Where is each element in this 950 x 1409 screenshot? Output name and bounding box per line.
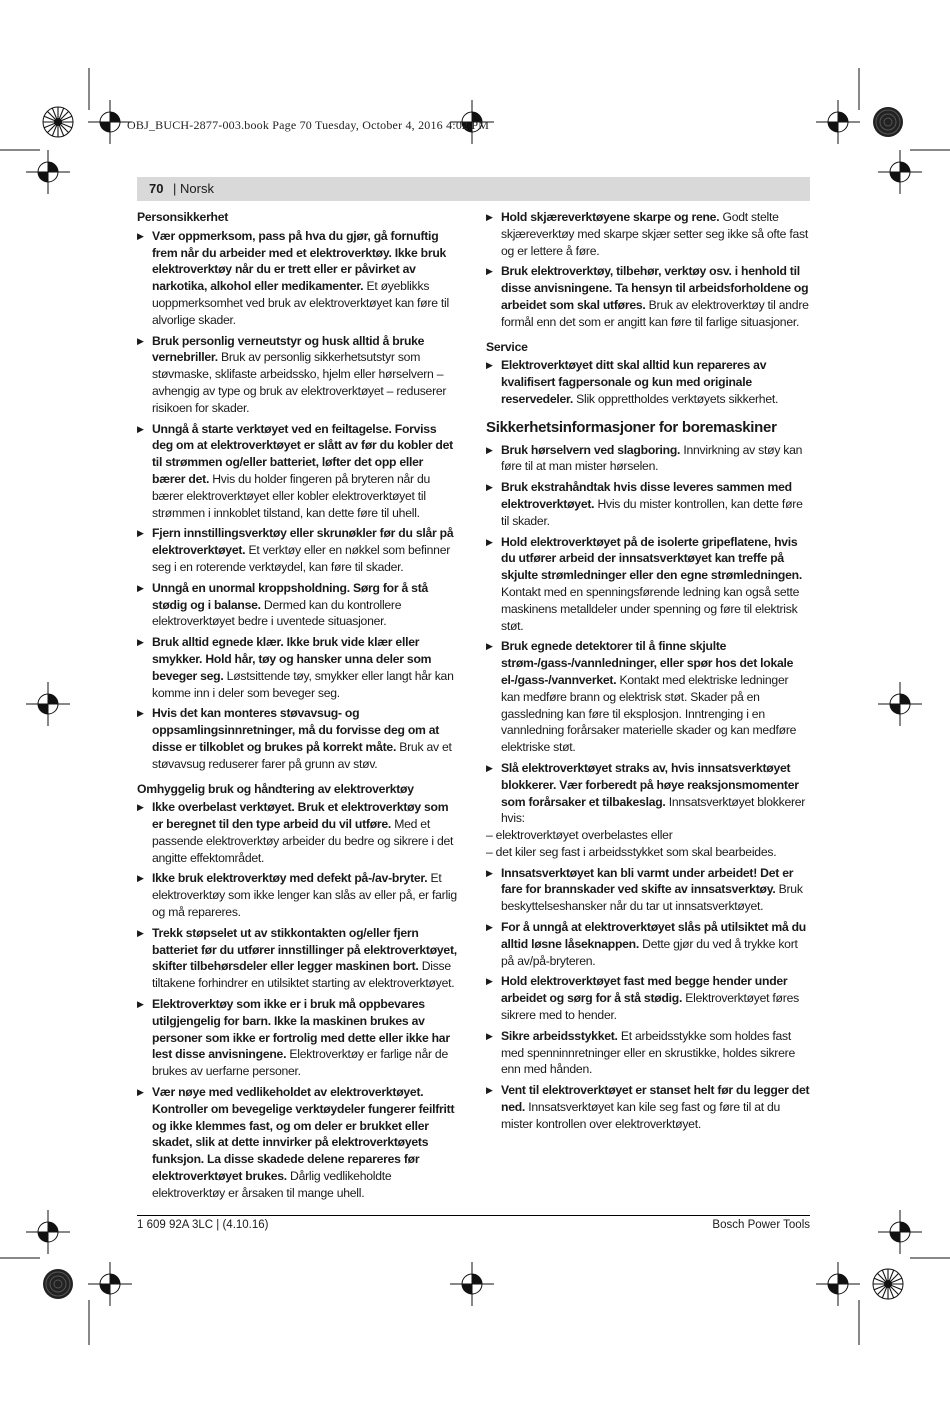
safety-item [137, 580, 459, 630]
safety-item [486, 479, 810, 529]
item-bold-text: Sikre arbeidsstykket. [501, 1028, 618, 1043]
item-bold-text: Bruk personlig verneutstyr og husk alltid å bruke vernebriller. [152, 333, 425, 365]
item-text: Disse tiltakene forhindrer en utilsiktet starting av elektroverktøyet. [152, 959, 455, 991]
item-bold-text: Innsatsverktøyet kan bli varmt under arbeidet! Det er fare for brannskader ved skifte av innsatsverktøy. [501, 865, 794, 897]
item-bold-text: Hold elektroverktøyet fast med begge hender under arbeidet og sørg for å stå stødig. [501, 974, 788, 1006]
safety-item [486, 209, 810, 259]
safety-item [137, 634, 459, 701]
bullet-triangle-icon: ▶ [137, 335, 144, 346]
bullet-triangle-icon: ▶ [137, 802, 144, 813]
bullet-triangle-icon: ▶ [486, 762, 493, 773]
page-separator: | [173, 181, 177, 196]
bullet-triangle-icon: ▶ [486, 867, 493, 878]
item-text: Bruk av et støvavsug reduserer farer på grunn av støv. [152, 739, 452, 771]
item-bold-text: Unngå en unormal kroppsholdning. Sørg for å stå stødig og i balanse. [152, 580, 429, 612]
item-bold-text: Bruk egnede detektorer til å finne skjulte strøm-/gass-/vannledninger, eller spør hos det lokale el-/gass-/vannverket. [501, 639, 794, 687]
bullet-triangle-icon: ▶ [486, 536, 493, 547]
safety-item [486, 1082, 810, 1132]
bullet-triangle-icon: ▶ [137, 927, 144, 938]
item-text: Med et passende elektroverktøy arbeider du bedre og sikrere i det angitte effektområdet. [152, 817, 454, 865]
bullet-triangle-icon: ▶ [137, 873, 144, 884]
safety-item [486, 263, 810, 330]
safety-item [137, 705, 459, 772]
safety-item [486, 534, 810, 635]
bullet-triangle-icon: ▶ [137, 1087, 144, 1098]
safety-item [137, 996, 459, 1080]
left-column [137, 209, 459, 1206]
bullet-triangle-icon: ▶ [486, 266, 493, 277]
item-text: Innsatsverktøyet kan kile seg fast og føre til at du mister kontrollen over elektroverktøyet. [501, 1100, 781, 1131]
item-bold-text: Hold skjæreverktøyene skarpe og rene. [501, 210, 720, 224]
safety-item [137, 1084, 459, 1202]
item-text: Kontakt med elektriske ledninger kan medføre brann og elektrisk støt. Skader på en gassledning kan føre til eksplosjon. Inntrenging i en vannledning forårsaker materielle skader og kan medføre elektriske støt. [501, 672, 797, 755]
safety-item [486, 760, 810, 861]
safety-item [137, 421, 459, 522]
bullet-triangle-icon: ▶ [137, 999, 144, 1010]
item-text: Løstsittende tøy, smykker eller langt hår kan komme inn i deler som beveger seg. [152, 668, 454, 700]
bullet-triangle-icon: ▶ [137, 582, 144, 593]
item-bold-text: Elektroverktøyet ditt skal alltid kun repareres av kvalifisert fagpersonale og kun med originale reservedeler. [501, 358, 767, 406]
right-column [486, 209, 810, 1137]
page-header-band [137, 177, 810, 201]
section-heading-service: Service [486, 339, 528, 354]
item-text: Kontakt med en spenningsførende ledning kan også sette maskinens metalldeler under spenning og føre til elektrisk støt. [501, 584, 800, 633]
item-text: Elektroverktøyet føres sikrere med to hender. [501, 991, 799, 1023]
dash-item: – det kiler seg fast i arbeidsstykket som skal bearbeides. [486, 844, 777, 859]
item-bold-text: Hold elektroverktøyet på de isolerte gripeflatene, hvis du utfører arbeid der innsatsverktøyet kan treffe på skjulte strømledninger eller den egne strømledningen. [501, 534, 802, 583]
item-text: Hvis du holder fingeren på bryteren når du bærer elektroverktøyet eller kobler elektroverktøyet til strømmen i innkoblet tilstand, kan dette føre til uhell. [152, 471, 431, 520]
bullet-triangle-icon: ▶ [486, 212, 493, 222]
item-text: Bruk beskyttelseshansker når du tar ut innsatsverktøyet. [501, 882, 803, 914]
item-bold-text: Bruk alltid egnede klær. Ikke bruk vide klær eller smykker. Hold hår, tøy og hansker unna deler som beveger seg. [152, 635, 432, 683]
item-bold-text: Vent til elektroverktøyet er stanset helt før du legger det ned. [501, 1083, 810, 1115]
item-bold-text: For å unngå at elektroverktøyet slås på utilsiktet må du alltid løsne låseknappen. [501, 920, 806, 951]
item-bold-text: Ikke bruk elektroverktøy med defekt på-/av-bryter. [152, 871, 428, 886]
section-heading-careful-use: Omhyggelig bruk og håndtering av elektroverktøy [137, 781, 414, 796]
safety-item [486, 442, 810, 476]
bullet-triangle-icon: ▶ [486, 922, 493, 933]
item-bold-text: Bruk elektroverktøy, tilbehør, verktøy osv. i henhold til disse anvisningene. Ta hensyn til arbeidsforholdene og arbeidet som skal utføres. [501, 264, 809, 312]
bullet-triangle-icon: ▶ [137, 637, 144, 648]
book-header-line: OBJ_BUCH-2877-003.book Page 70 Tuesday, October 4, 2016 4:02 PM [127, 118, 490, 132]
item-text: Bruk av personlig sikkerhetsutstyr som støvmaske, sklifaste arbeidssko, hjelm eller hørselvern – avhengig av type og bruk av elektroverktøyet – reduserer risikoen for skader. [152, 350, 447, 415]
item-bold-text: Ikke overbelast verktøyet. Bruk et elektroverktøy som er beregnet til den type arbeid du vil utføre. [152, 800, 449, 832]
item-bold-text: Bruk hørselvern ved slagboring. [501, 442, 681, 457]
section-heading-personal-safety: Personsikkerhet [137, 210, 229, 224]
item-bold-text: Trekk støpselet ut av stikkontakten og/eller fjern batteriet før du utfører innstillinger på elektroverktøyet, skifter tilbehørsdeler eller legger maskinen bort. [152, 925, 457, 974]
item-text: Dårlig vedlikeholdte elektroverktøy er årsaken til mange uhell. [152, 1169, 392, 1200]
item-text: Innsatsverktøyet blokkerer hvis: [501, 794, 806, 826]
item-text: Bruk av elektroverktøy til andre formål enn det som er angitt kan føre til farlige situasjoner. [501, 297, 809, 329]
safety-item [137, 870, 459, 920]
dash-item: – elektroverktøyet overbelastes eller [486, 828, 673, 843]
item-bold-text: Hvis det kan monteres støvavsug- og oppsamlingsinnretninger, må du forvisse deg om at disse er tilkoblet og brukes på korrekt måte. [152, 706, 440, 754]
safety-item [486, 919, 810, 969]
item-text: Et arbeidsstykke som holdes fast med spenninnretninger eller en skrustikke, holdes sikrere enn med hånden. [501, 1028, 795, 1077]
safety-item [137, 228, 459, 329]
footer-divider [137, 1215, 810, 1216]
item-text: Et øyeblikks uoppmerksomhet ved bruk av elektroverktøyet kan føre til alvorlige skader. [152, 279, 449, 327]
item-bold-text: Slå elektroverktøyet straks av, hvis innsatsverktøyet blokkerer. Vær forberedt på høye reaksjonsmomenter som forårsaker et tilbakeslag. [501, 760, 799, 809]
item-bold-text: Vær oppmerksom, pass på hva du gjør, gå fornuftig frem når du arbeider med et elektroverktøy. Ikke bruk elektroverktøy når du er trett eller er påvirket av narkotika, alkohol eller medikamenter. [152, 228, 447, 294]
item-bold-text: Unngå å starte verktøyet ved en feiltagelse. Forviss deg om at elektroverktøyet er slått av før du kobler det til strømmen og/eller batteriet, løfter det opp eller bærer det. [152, 421, 453, 486]
footer-doc-code: 1 609 92A 3LC | (4.10.16) [137, 1219, 269, 1231]
bullet-triangle-icon: ▶ [486, 360, 493, 371]
safety-item [486, 865, 810, 915]
bullet-triangle-icon: ▶ [486, 1085, 493, 1096]
language-label [173, 181, 214, 196]
bullet-triangle-icon: ▶ [486, 482, 493, 493]
language-name: Norsk [180, 181, 214, 196]
item-text: Dette gjør du ved å trykke kort på av/på-bryteren. [501, 936, 798, 968]
bullet-triangle-icon: ▶ [486, 641, 493, 652]
safety-item [486, 973, 810, 1023]
item-text: Dermed kan du kontrollere elektroverktøyet bedre i uventede situasjoner. [152, 597, 402, 629]
item-bold-text: Fjern innstillingsverktøy eller skrunøkler før du slår på elektroverktøyet. [152, 526, 454, 558]
bullet-triangle-icon: ▶ [137, 423, 144, 434]
item-text: Elektroverktøy er farlige når de brukes av uerfarne personer. [152, 1047, 448, 1079]
item-text: Slik opprettholdes verktøyets sikkerhet. [572, 391, 779, 406]
bullet-triangle-icon: ▶ [486, 1030, 493, 1041]
safety-item [137, 333, 459, 417]
safety-item [137, 525, 459, 575]
safety-item [486, 357, 810, 407]
bullet-triangle-icon: ▶ [486, 444, 493, 455]
section-title-drills: Sikkerhetsinformasjoner for boremaskiner [486, 418, 777, 436]
item-bold-text: Vær nøye med vedlikeholdet av elektroverktøyet. Kontroller om bevegelige verktøydeler fungerer feilfritt og ikke klemmes fast, og om deler er brukket eller skadet, slik at dette innvirker på elektroverktøyets funksjon. La disse skadede delene repareres før elektroverktøyet brukes. [152, 1085, 455, 1184]
item-text: Innvirkning av støy kan føre til at man mister hørselen. [501, 442, 803, 474]
footer-brand: Bosch Power Tools [712, 1219, 810, 1231]
item-bold-text: Elektroverktøy som ikke er i bruk må oppbevares utilgjengelig for barn. Ikke la maskinen brukes av personer som ikke er fortrolig med dette eller ikke har lest disse anvisningene. [152, 997, 450, 1062]
bullet-triangle-icon: ▶ [486, 976, 493, 987]
item-text: Et elektroverktøy som ikke lenger kan slås av eller på, er farlig og må repareres. [152, 871, 457, 920]
safety-item [137, 799, 459, 866]
item-text: Godt stelte skjæreverktøy med skarpe skjær setter seg ikke så ofte fast og er lettere å føre. [501, 210, 808, 258]
bullet-triangle-icon: ▶ [137, 528, 144, 539]
item-text: Hvis du mister kontrollen, kan dette føre til skader. [501, 496, 803, 528]
safety-item [486, 1028, 810, 1078]
page-number: 70 [149, 181, 164, 196]
bullet-triangle-icon: ▶ [137, 708, 144, 719]
bullet-triangle-icon: ▶ [137, 230, 144, 241]
item-bold-text: Bruk ekstrahåndtak hvis disse leveres sammen med elektroverktøyet. [501, 480, 792, 511]
safety-item [137, 925, 459, 992]
safety-item [486, 638, 810, 756]
item-text: Et verktøy eller en nøkkel som befinner seg i en roterende verktøydel, kan føre til skader. [152, 543, 451, 574]
